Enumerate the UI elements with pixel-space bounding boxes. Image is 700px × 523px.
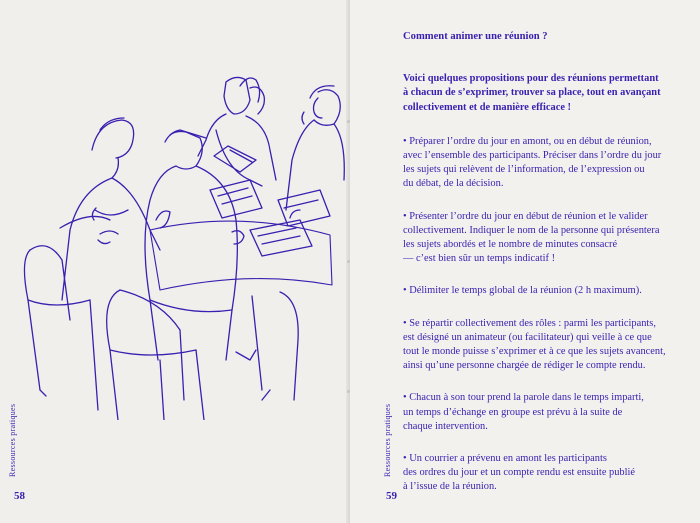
bullet-item [403, 284, 693, 298]
bullet-line: ainsi qu’une personne chargée de rédiger le compte rendu. [403, 360, 646, 372]
bullet-line: les sujets abordés et le nombre de minutes consacré [403, 239, 618, 251]
intro-paragraph [403, 72, 693, 115]
bullet-line: chaque intervention. [403, 420, 488, 432]
page-number-left: 58 [14, 490, 25, 502]
bullet-item [403, 317, 693, 374]
article-text [403, 30, 693, 513]
bullet-line: • Un courrier a prévenu en amont les participants [403, 453, 607, 465]
intro-line: à chacun de s’exprimer, trouver sa place, tout en avançant [403, 87, 661, 99]
bullet-line: est désigné un animateur (ou facilitateur) qui veille à ce que [403, 331, 652, 343]
bullet-line: tout le monde puisse s’exprimer et à ce que les sujets avancent, [403, 346, 666, 358]
meeting-illustration [0, 60, 346, 420]
bullet-line: les sujets qui relèvent de l’information, de l’expression ou [403, 164, 645, 176]
side-label-right: Ressources pratiques [383, 403, 392, 477]
bullet-line: — c’est bien sûr un temps indicatif ! [403, 253, 556, 265]
bullet-line: un temps d’échange en groupe est prévu à la suite de [403, 406, 623, 418]
bullet-item [403, 452, 693, 495]
bullet-line: • Délimiter le temps global de la réunion (2 h maximum). [403, 285, 642, 297]
page-number-right: 59 [386, 490, 397, 502]
bullet-line: • Présenter l’ordre du jour en début de réunion et le valider [403, 210, 648, 222]
side-label-left: Ressources pratiques [8, 403, 17, 477]
bullet-line: des ordres du jour et un compte rendu est ensuite publié [403, 467, 635, 479]
bullet-line: avec l’ensemble des participants. Préciser dans l’ordre du jour [403, 150, 662, 162]
bullet-item [403, 210, 693, 267]
intro-line: Voici quelques propositions pour des réunions permettant [403, 73, 659, 85]
bullet-line: • Chacun à son tour prend la parole dans le temps imparti, [403, 392, 644, 404]
bullet-item [403, 135, 693, 192]
bullet-line: du débat, de la décision. [403, 178, 504, 190]
intro-line: collectivement et de manière efficace ! [403, 101, 571, 113]
bullet-line: • Se répartir collectivement des rôles : parmi les participants, [403, 317, 656, 329]
page-heading: Comment animer une réunion ? [403, 31, 548, 42]
bullet-line: à l’issue de la réunion. [403, 481, 497, 493]
bullet-line: collectivement. Indiquer le nom de la personne qui présentera [403, 224, 660, 236]
bullet-line: • Préparer l’ordre du jour en amont, ou en début de réunion, [403, 135, 652, 147]
bullet-item [403, 391, 693, 434]
